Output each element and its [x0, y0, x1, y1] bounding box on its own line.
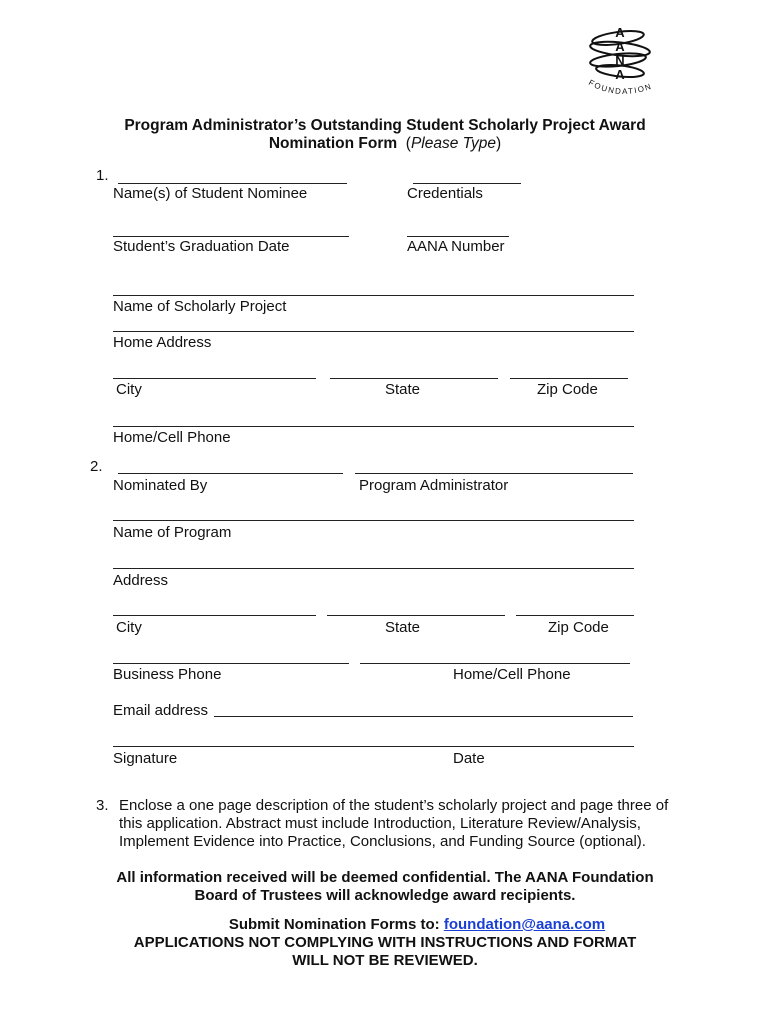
nominated-by-field[interactable]	[118, 473, 343, 474]
submit-instructions	[0, 916, 770, 933]
program-name-field[interactable]	[113, 520, 634, 521]
home-address-field[interactable]	[113, 331, 634, 332]
form-title-line1: Program Administrator’s Outstanding Student Scholarly Project Award	[124, 117, 646, 134]
city-field[interactable]	[113, 378, 316, 379]
logo-swirl-graphic	[580, 22, 665, 102]
logo-word: FOUNDATION	[587, 77, 654, 97]
nominated-by-label: Nominated By	[113, 477, 208, 494]
program-state-label: State	[385, 619, 421, 636]
program-home-cell-field[interactable]	[360, 663, 630, 664]
credentials-field[interactable]	[413, 183, 521, 184]
program-city-field[interactable]	[113, 615, 316, 616]
form-title-italic: Please Type	[410, 135, 496, 152]
warning-line2: WILL NOT BE REVIEWED.	[292, 952, 478, 969]
program-home-cell-label: Home/Cell Phone	[453, 666, 571, 683]
form-title-paren-open: (	[405, 135, 411, 152]
home-cell-phone-label: Home/Cell Phone	[113, 429, 231, 446]
program-address-field[interactable]	[113, 568, 634, 569]
program-state-field[interactable]	[327, 615, 505, 616]
program-administrator-label: Program Administrator	[359, 477, 509, 494]
program-administrator-field[interactable]	[355, 473, 633, 474]
aana-number-label: AANA Number	[407, 238, 505, 255]
warning-line1: APPLICATIONS NOT COMPLYING WITH INSTRUCTIONS AND FORMAT	[133, 934, 637, 951]
confidential-notice-line2: Board of Trustees will acknowledge award recipients.	[194, 887, 576, 904]
form-title-line2	[0, 135, 770, 153]
logo-letter-4: A	[615, 67, 625, 82]
logo-letter-1: A	[615, 25, 625, 40]
state-label: State	[385, 381, 421, 398]
form-title-bold: Nomination Form	[268, 135, 398, 152]
nominee-label: Name(s) of Student Nominee	[113, 185, 308, 202]
aana-foundation-logo	[580, 22, 665, 102]
aana-number-field[interactable]	[407, 236, 509, 237]
logo-letter-2: A	[615, 39, 625, 54]
city-label: City	[116, 381, 142, 398]
program-zip-label: Zip Code	[548, 619, 609, 636]
program-city-label: City	[116, 619, 142, 636]
business-phone-field[interactable]	[113, 663, 349, 664]
home-address-label: Home Address	[113, 334, 212, 351]
zip-field[interactable]	[510, 378, 628, 379]
business-phone-label: Business Phone	[113, 666, 222, 683]
email-field[interactable]	[214, 716, 633, 717]
program-zip-field[interactable]	[516, 615, 634, 616]
home-cell-phone-field[interactable]	[113, 426, 634, 427]
section3-number: 3.	[96, 797, 109, 814]
date-label: Date	[453, 750, 485, 767]
graduation-date-field[interactable]	[113, 236, 349, 237]
logo-letter-3: N	[615, 53, 625, 68]
state-field[interactable]	[330, 378, 498, 379]
scholarly-project-field[interactable]	[113, 295, 634, 296]
submit-prefix: Submit Nomination Forms to:	[228, 916, 440, 933]
form-title-paren-close: )	[495, 135, 502, 152]
zip-label: Zip Code	[537, 381, 598, 398]
signature-date-field[interactable]	[113, 746, 634, 747]
section1-number: 1.	[96, 167, 109, 184]
confidential-notice-line1: All information received will be deemed confidential. The AANA Foundation	[116, 869, 654, 886]
program-name-label: Name of Program	[113, 524, 232, 541]
section3-instructions: Enclose a one page description of the student’s scholarly project and page three of this application. Abstract must include Introduction, Literature Review/Analysis, Implement Evidence into Practice, Conclusions, and Funding Source (optional).	[119, 797, 669, 850]
scholarly-project-label: Name of Scholarly Project	[113, 298, 287, 315]
email-label: Email address	[113, 702, 209, 719]
signature-label: Signature	[113, 750, 178, 767]
nominee-field[interactable]	[118, 183, 347, 184]
program-address-label: Address	[113, 572, 169, 589]
section2-number: 2.	[90, 458, 103, 475]
submit-email-link[interactable]: foundation@aana.com	[443, 916, 606, 933]
graduation-date-label: Student’s Graduation Date	[113, 238, 290, 255]
credentials-label: Credentials	[407, 185, 483, 202]
